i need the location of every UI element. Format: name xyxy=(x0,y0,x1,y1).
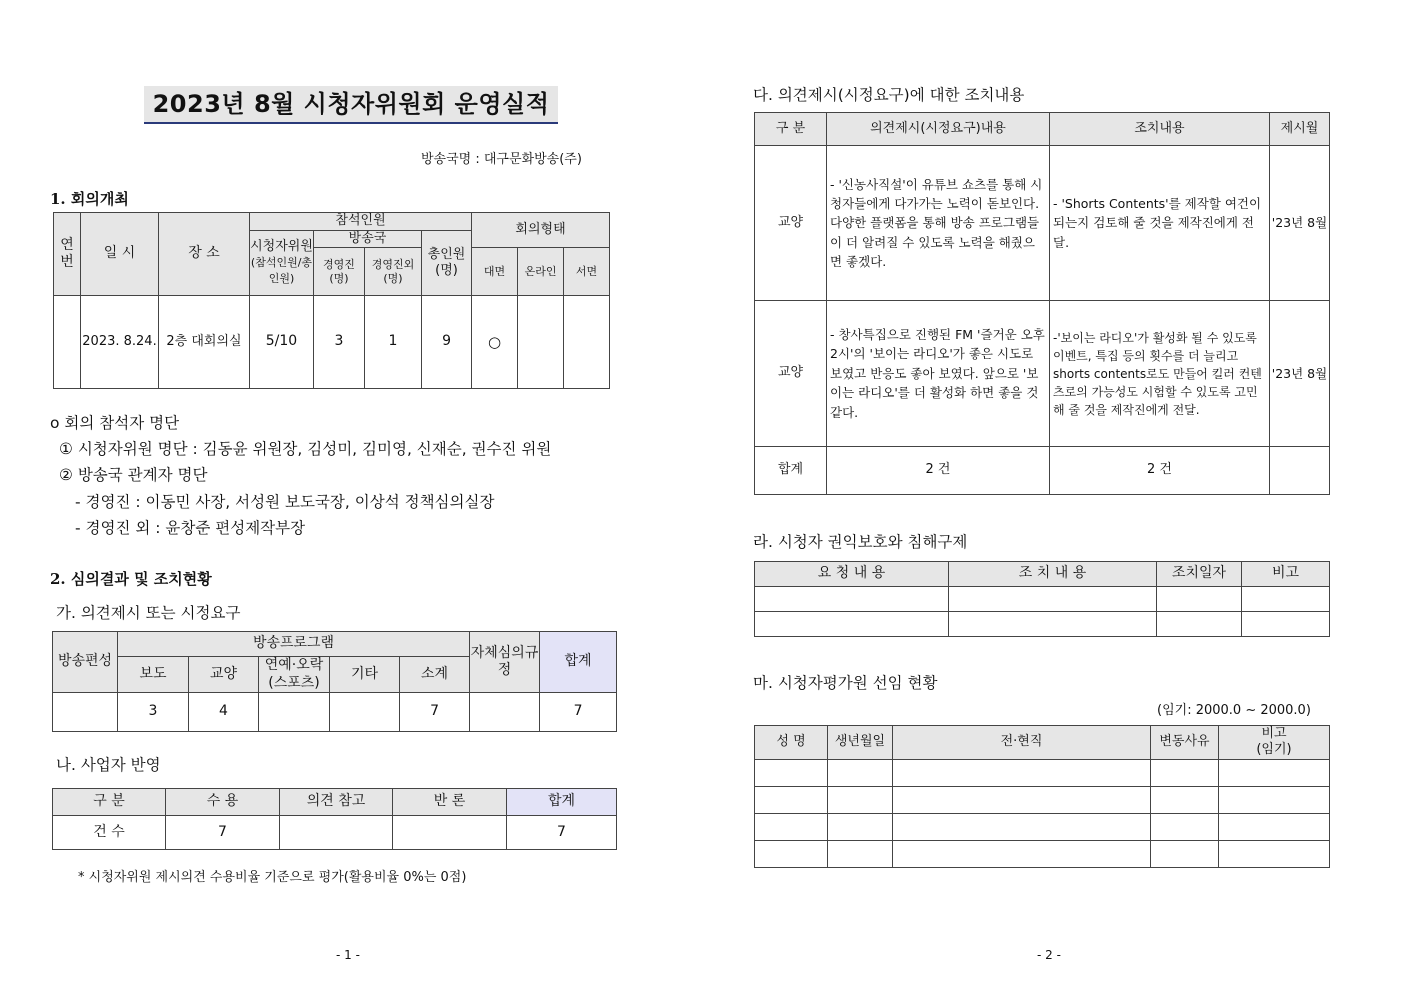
header-no: 연번 xyxy=(54,213,81,296)
header-online: 온라인 xyxy=(518,248,564,296)
table-row xyxy=(755,759,1330,786)
header-note: 비고 xyxy=(1242,562,1330,587)
table-row: 건 수 7 7 xyxy=(53,816,617,850)
header-month: 제시월 xyxy=(1270,113,1330,146)
page-title: 2023년 8월 시청자위원회 운영실적 xyxy=(144,86,558,124)
subsection-ma: 마. 시청자평가원 선임 현황 xyxy=(753,674,938,692)
attendees-committee: ① 시청자위원 명단 : 김동윤 위원장, 김성미, 김미영, 신재순, 권수진 위원 xyxy=(59,440,552,458)
header-attend: 참석인원 xyxy=(250,213,472,231)
header-nonexec: 경영진외(명) xyxy=(365,248,422,296)
subsection-ga: 가. 의견제시 또는 시정요구 xyxy=(56,604,241,622)
action-table xyxy=(754,112,1330,495)
subsection-ra: 라. 시청자 권익보호와 침해구제 xyxy=(753,533,968,551)
header-ent: 연예·오락(스포츠) xyxy=(259,657,330,693)
table-row: 교양 - '신농사직설'이 유튜브 쇼츠를 통해 시청자들에게 다가가는 노력이 돋보인다. 다양한 플랫폼을 통해 방송 프로그램들이 더 알려질 수 있도록 노력을 해줬으면 좋겠다. - 'Shorts Contents'를 제작할 여건이 되는지 검토해 줄 것을 제작진에게 전달. '23년 8월 xyxy=(755,146,1330,301)
table-row xyxy=(755,786,1330,813)
header-station: 방송국 xyxy=(314,231,422,248)
header-date: 조치일자 xyxy=(1157,562,1242,587)
header-div: 구 분 xyxy=(53,789,166,816)
header-form: 회의형태 xyxy=(472,213,610,248)
header-req: 요 청 내 용 xyxy=(755,562,949,587)
header-note: 비고 (임기) xyxy=(1219,726,1330,760)
header-total: 합계 xyxy=(507,789,617,816)
header-action: 조치내용 xyxy=(1050,113,1270,146)
reflect-table xyxy=(52,788,617,850)
header-birth: 생년월일 xyxy=(828,726,893,760)
header-accept: 수 용 xyxy=(166,789,280,816)
header-action: 조 치 내 용 xyxy=(949,562,1157,587)
attendees-nonexec: - 경영진 외 : 윤창준 편성제작부장 xyxy=(75,519,306,537)
header-edu: 교양 xyxy=(189,657,259,693)
table-row xyxy=(755,612,1330,637)
subsection-na: 나. 사업자 반영 xyxy=(56,756,161,774)
attendees-exec: - 경영진 : 이동민 사장, 서성원 보도국장, 이상석 정책심의실장 xyxy=(75,493,495,511)
meeting-table xyxy=(53,212,610,389)
header-news: 보도 xyxy=(118,657,189,693)
attendees-heading: o 회의 참석자 명단 xyxy=(50,414,180,432)
term-label: (임기: 2000.0 ~ 2000.0) xyxy=(1157,703,1311,718)
header-prog: 방송프로그램 xyxy=(118,632,470,657)
section-1-heading: 1. 회의개최 xyxy=(50,190,129,208)
header-self: 자체심의규정 xyxy=(470,632,540,693)
opinion-table xyxy=(52,631,617,732)
table-row: 합계 2 건 2 건 xyxy=(755,447,1330,495)
header-place: 장 소 xyxy=(159,213,250,296)
table-row: 3 4 7 7 xyxy=(53,693,617,732)
header-content: 의견제시(시정요구)내용 xyxy=(827,113,1050,146)
table-row: 2023. 8.24. 2층 대회의실 5/10 3 1 9 ○ xyxy=(54,296,610,389)
table-row xyxy=(755,840,1330,867)
header-total: 총인원(명) xyxy=(422,231,472,296)
header-div: 구 분 xyxy=(755,113,827,146)
header-name: 성 명 xyxy=(755,726,828,760)
section-2-heading: 2. 심의결과 및 조치현황 xyxy=(50,570,212,588)
header-sched: 방송편성 xyxy=(53,632,118,693)
table-row xyxy=(755,813,1330,840)
rights-table xyxy=(754,561,1330,637)
attendees-station-heading: ② 방송국 관계자 명단 xyxy=(59,466,208,484)
header-sub: 소계 xyxy=(400,657,470,693)
page-number: - 2 - xyxy=(1037,948,1061,962)
subsection-da: 다. 의견제시(시정요구)에 대한 조치내용 xyxy=(753,86,1025,104)
header-total: 합계 xyxy=(540,632,617,693)
header-job: 전·현직 xyxy=(893,726,1151,760)
header-committee: 시청자위원 (참석인원/총인원) xyxy=(250,231,314,296)
header-ref: 의견 참고 xyxy=(280,789,393,816)
header-reason: 변동사유 xyxy=(1151,726,1219,760)
footnote: * 시청자위원 제시의견 수용비율 기준으로 평가(활용비율 0%는 0점) xyxy=(78,870,467,885)
header-reject: 반 론 xyxy=(393,789,507,816)
page-number: - 1 - xyxy=(336,948,360,962)
header-exec: 경영진(명) xyxy=(314,248,365,296)
header-date: 일 시 xyxy=(81,213,159,296)
header-face: 대면 xyxy=(472,248,518,296)
header-etc: 기타 xyxy=(330,657,400,693)
table-row: 교양 - 창사특집으로 진행된 FM '즐거운 오후2시'의 '보이는 라디오'가 좋은 시도로 보였고 반응도 좋아 보였다. 앞으로 '보이는 라디오'를 더 활성화 하면 좋을 것 같다. -'보이는 라디오'가 활성화 될 수 있도록 이벤트, 특집 등의 횟수를 더 늘리고 shorts contents로도 만들어 킬러 컨텐츠로의 가능성도 시험할 수 있도록 고민해 줄 것을 제작진에게 전달. '23년 8월 xyxy=(755,301,1330,447)
evaluator-table xyxy=(754,725,1330,868)
table-row xyxy=(755,587,1330,612)
header-written: 서면 xyxy=(564,248,610,296)
broadcaster-name: 방송국명 : 대구문화방송(주) xyxy=(421,152,582,167)
